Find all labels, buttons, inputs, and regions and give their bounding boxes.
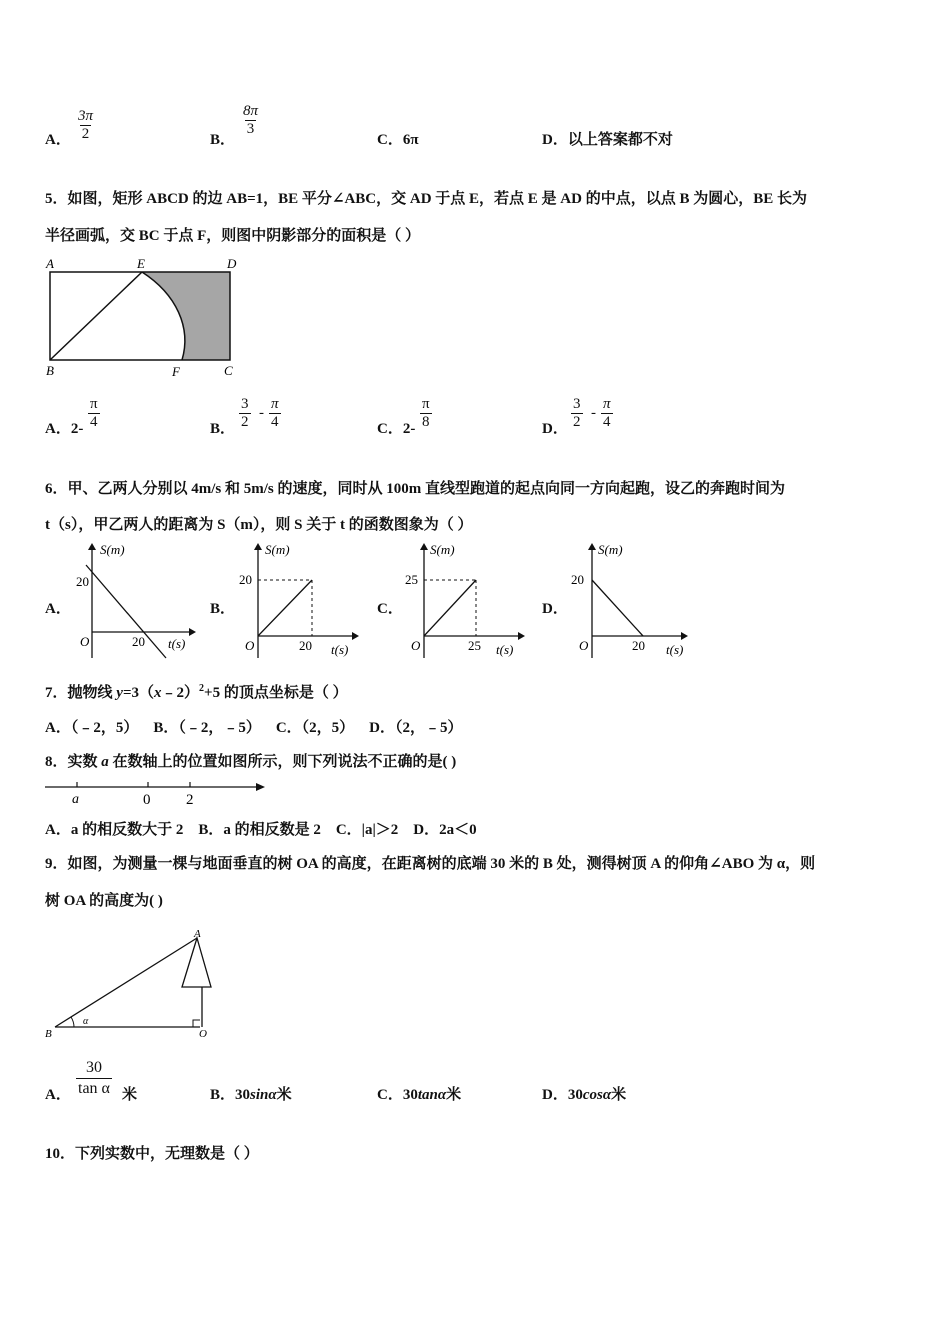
q9-figure-triangle	[42, 925, 222, 1040]
q4-option-b-label: B．	[210, 132, 236, 148]
q6-graph-a	[72, 540, 197, 660]
q6-option-d-label: D．	[542, 601, 568, 617]
q8-stem: 8．实数 a 在数轴上的位置如图所示，则下列说法不正确的是( )	[45, 754, 457, 770]
y-axis-arrow	[88, 543, 96, 550]
origin-label: O	[245, 638, 255, 653]
graph-line	[424, 580, 476, 636]
q9-option-c: C．30tanα米	[377, 1087, 462, 1103]
label-zero: 0	[143, 792, 151, 808]
q9-option-d: D．30cosα米	[542, 1087, 627, 1103]
q8-number-line	[40, 776, 270, 810]
angle-arc	[71, 1017, 74, 1027]
q9-option-a-label: A．	[45, 1087, 71, 1103]
y-axis-label: S(m)	[430, 542, 455, 557]
label-a: A	[46, 256, 54, 271]
x-axis-label: t(s)	[168, 636, 186, 651]
q5-option-d-label: D．	[542, 421, 568, 437]
q9-stem-line1: 9．如图，为测量一棵与地面垂直的树 OA 的高度，在距离树的底端 30 米的 B 处，测得树顶 A 的仰角∠ABO 为 α，则	[45, 856, 816, 872]
label-two: 2	[186, 792, 194, 808]
x-tick-label: 20	[299, 638, 312, 653]
x-axis-label: t(s)	[666, 642, 684, 657]
q8-options: A．a 的相反数大于 2 B．a 的相反数是 2 C．|a|＞2 D．2a＜0	[45, 822, 477, 838]
q5-option-d-fraction1: $\frac{3}{2}$	[573, 396, 581, 430]
q5-option-c-fraction: $\frac{\pi}{8}$	[422, 396, 430, 430]
q6-option-a-label: A．	[45, 601, 71, 617]
q4-option-a-fraction: $\frac{3\pi}{2}$	[78, 108, 94, 142]
y-tick-label: 20	[571, 572, 584, 587]
x-tick-label: 20	[632, 638, 645, 653]
q6-graph-c	[398, 540, 526, 660]
y-axis-arrow	[254, 543, 262, 550]
q5-option-a-label: A．2-	[45, 421, 84, 437]
label-f: F	[172, 364, 180, 379]
origin-label: O	[411, 638, 421, 653]
label-b: B	[45, 1028, 52, 1040]
label-o: O	[199, 1028, 207, 1040]
q9-option-b: B．30sinα米	[210, 1087, 292, 1103]
q9-option-a-unit: 米	[122, 1087, 138, 1103]
q10-stem: 10．下列实数中，无理数是（ ）	[45, 1146, 259, 1162]
number-line-arrow	[256, 783, 265, 791]
graph-line	[592, 580, 643, 636]
x-axis-arrow	[352, 632, 359, 640]
graph-line	[86, 565, 166, 658]
origin-label: O	[579, 638, 589, 653]
q6-option-b-label: B．	[210, 601, 236, 617]
q5-option-b-label: B．	[210, 421, 236, 437]
q5-stem-line2: 半径画弧，交 BC 于点 F，则图中阴影部分的面积是（ ）	[45, 228, 421, 244]
y-axis-arrow	[420, 543, 428, 550]
q4-option-b-fraction: $\frac{8\pi}{3}$	[243, 103, 259, 137]
q5-stem-line1: 5．如图，矩形 ABCD 的边 AB=1，BE 平分∠ABC，交 AD 于点 E，若点 E 是 AD 的中点，以点 B 为圆心，BE 长为	[45, 191, 807, 207]
label-a: a	[72, 792, 79, 807]
q5-option-c-label: C．2-	[377, 421, 416, 437]
y-axis-arrow	[588, 543, 596, 550]
segment-ba	[55, 938, 197, 1027]
q5-option-a-fraction: $\frac{\pi}{4}$	[90, 396, 98, 430]
q6-graph-d	[568, 540, 693, 660]
y-axis-label: S(m)	[598, 542, 623, 557]
shaded-region	[142, 272, 230, 360]
y-tick-label: 20	[239, 572, 252, 587]
y-axis-label: S(m)	[265, 542, 290, 557]
q5-option-d-fraction2: $\frac{\pi}{4}$	[603, 396, 611, 430]
origin-label: O	[80, 634, 90, 649]
q4-option-a-label: A．	[45, 132, 71, 148]
label-c: C	[224, 363, 233, 378]
label-e: E	[137, 256, 145, 271]
x-axis-label: t(s)	[496, 642, 514, 657]
label-a: A	[194, 928, 201, 940]
label-d: D	[227, 256, 237, 271]
x-axis-label: t(s)	[331, 642, 349, 657]
q5-figure-rectangle	[40, 255, 250, 380]
label-alpha: α	[83, 1016, 89, 1027]
x-tick-label: 20	[132, 634, 145, 649]
q6-graph-b	[235, 540, 360, 660]
q5-option-d-minus: -	[591, 405, 596, 421]
q6-stem-line1: 6．甲、乙两人分别以 4m/s 和 5m/s 的速度，同时从 100m 直线型跑道的起点向同一方向起跑，设乙的奔跑时间为	[45, 481, 785, 497]
x-axis-arrow	[189, 628, 196, 636]
q6-option-c-label: C．	[377, 601, 403, 617]
q4-option-d: D．以上答案都不对	[542, 132, 673, 148]
q5-option-b-fraction2: $\frac{\pi}{4}$	[271, 396, 279, 430]
graph-line	[258, 580, 312, 636]
y-tick-label: 25	[405, 572, 418, 587]
q5-option-b-fraction1: $\frac{3}{2}$	[241, 396, 249, 430]
x-tick-label: 25	[468, 638, 481, 653]
q7-stem: 7．抛物线 y=3（x﹣2）$^2$+5 的顶点坐标是（ ）	[45, 683, 348, 701]
x-axis-arrow	[681, 632, 688, 640]
q9-stem-line2: 树 OA 的高度为( )	[45, 893, 163, 909]
right-angle-mark	[193, 1020, 200, 1027]
segment-be	[50, 272, 142, 360]
y-axis-label: S(m)	[100, 542, 125, 557]
q4-option-c: C．6π	[377, 132, 419, 148]
q7-options: A．（﹣2，5） B．（﹣2，﹣5） C．（2，5） D．（2，﹣5）	[45, 720, 463, 736]
x-axis-arrow	[518, 632, 525, 640]
label-b: B	[46, 363, 54, 378]
q5-option-b-minus: -	[259, 405, 264, 421]
q6-stem-line2: t（s），甲乙两人的距离为 S（m），则 S 关于 t 的函数图象为（ ）	[45, 517, 473, 533]
y-tick-label: 20	[76, 574, 89, 589]
q9-option-a-fraction: $\frac{30}{\text{tan α}}$	[78, 1059, 110, 1097]
